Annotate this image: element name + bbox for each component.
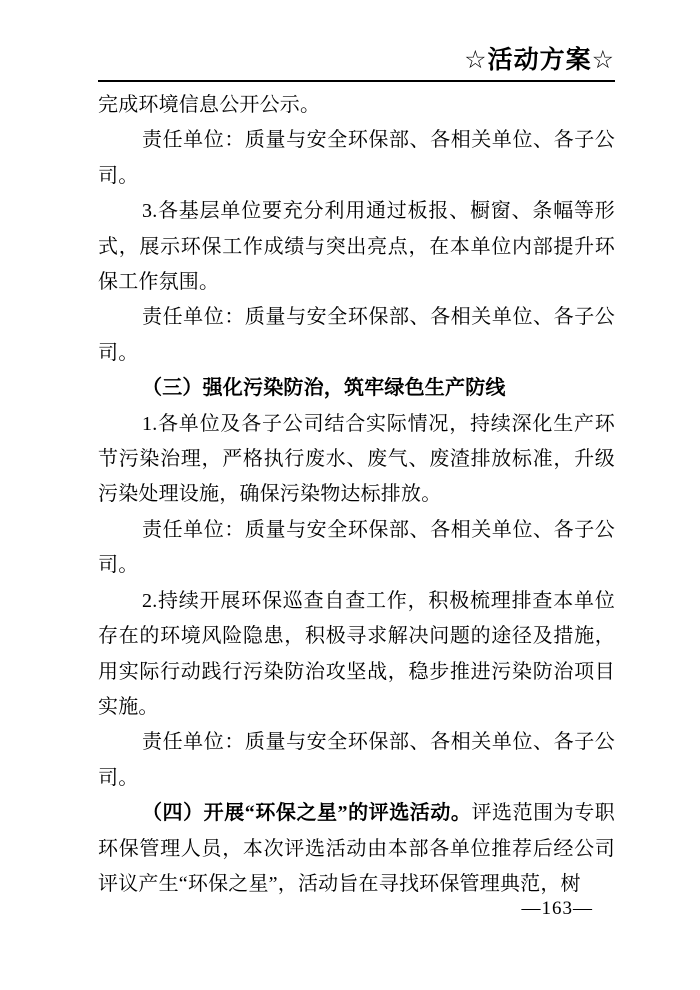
paragraph — [98, 725, 615, 796]
text-run: 责任单位：质量与安全环保部、各相关单位、各子公司。 — [98, 731, 615, 789]
page-footer — [522, 898, 594, 920]
paragraph — [98, 796, 615, 902]
text-run: 责任单位：质量与安全环保部、各相关单位、各子公司。 — [98, 306, 615, 364]
text-run: 2.持续开展环保巡查自查工作，积极梳理排查本单位存在的环境风险隐患，积极寻求解决问题的途径及措施，用实际行动践行污染防治攻坚战，稳步推进污染防治项目实施。 — [98, 589, 615, 718]
header-rule — [98, 80, 615, 82]
paragraph — [98, 123, 615, 194]
page-header — [98, 44, 615, 90]
text-run: 责任单位：质量与安全环保部、各相关单位、各子公司。 — [98, 129, 615, 187]
text-run: 责任单位：质量与安全环保部、各相关单位、各子公司。 — [98, 518, 615, 577]
header-title: ☆活动方案☆ — [464, 46, 615, 74]
paragraph — [98, 194, 615, 300]
document-body — [98, 88, 615, 902]
paragraph — [98, 513, 615, 584]
paragraph — [98, 300, 615, 371]
text-run: （三）强化污染防治，筑牢绿色生产防线 — [142, 377, 506, 400]
paragraph — [98, 584, 615, 726]
text-run: 1.各单位及各子公司结合实际情况，持续深化生产环节污染治理，严格执行废水、废气、废渣排放标准，升级污染处理设施，确保污染物达标排放。 — [98, 412, 615, 506]
text-run: 评选范围为专职环保管理人员，本次评选活动由本部各单位推荐后经公司评议产生“环保之星”，活动旨在寻找环保管理典范，树 — [98, 802, 615, 895]
page-number: —163— — [521, 898, 593, 919]
section-heading — [98, 371, 615, 406]
text-run: 完成环境信息公开公示。 — [98, 94, 321, 116]
text-run: 3.各基层单位要充分利用通过板报、橱窗、条幅等形式，展示环保工作成绩与突出亮点，在本单位内部提升环保工作氛围。 — [98, 200, 615, 294]
text-run: （四）开展“环保之星”的评选活动。 — [142, 802, 472, 825]
paragraph — [98, 407, 615, 513]
paragraph — [98, 88, 615, 123]
